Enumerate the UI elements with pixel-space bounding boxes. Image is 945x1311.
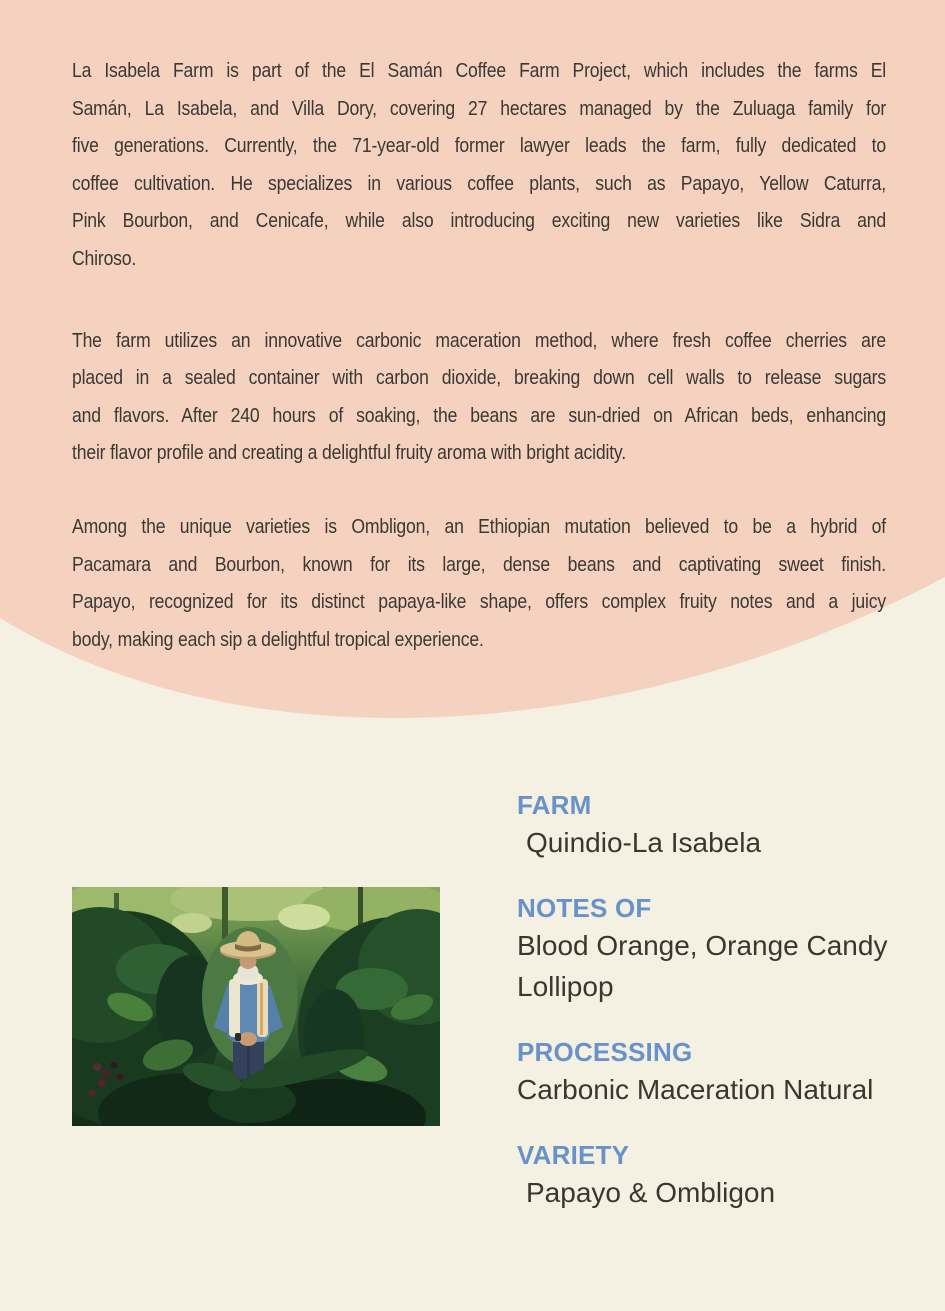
story-paragraph-history	[72, 53, 886, 279]
story-paragraph-process	[72, 323, 886, 473]
info-item-farm	[517, 788, 909, 863]
story-line: Among the unique varieties is Ombligon, an Ethiopian mutation believed to be a hybrid of	[72, 515, 886, 538]
info-item-variety	[517, 1138, 909, 1213]
story-line: Samán, La Isabela, and Villa Dory, covering 27 hectares managed by the Zuluaga family for	[72, 97, 886, 120]
story-line: The farm utilizes an innovative carbonic maceration method, where fresh coffee cherries are	[72, 329, 886, 352]
farm-story	[72, 53, 886, 659]
info-value-farm: Quindio-La Isabela	[526, 827, 762, 858]
info-label-variety: VARIETY	[517, 1140, 630, 1170]
story-paragraph-varieties	[72, 509, 886, 659]
story-line: Papayo, recognized for its distinct papaya-like shape, offers complex fruity notes and a juicy	[72, 591, 886, 614]
info-label-processing: PROCESSING	[517, 1037, 693, 1067]
story-line: Pacamara and Bourbon, known for its large, dense beans and captivating sweet finish.	[72, 553, 886, 576]
info-item-processing	[517, 1035, 909, 1110]
story-line: coffee cultivation. He specializes in various coffee plants, such as Papayo, Yellow Caturra,	[72, 172, 886, 195]
farmer-photo	[72, 887, 440, 1126]
info-item-notes	[517, 891, 909, 1007]
info-value-notes: Blood Orange, Orange Candy Lollipop	[517, 930, 888, 1002]
info-value-variety: Papayo & Ombligon	[526, 1177, 776, 1208]
farmer-photo-illustration	[72, 887, 440, 1126]
info-label-farm: FARM	[517, 790, 592, 820]
info-value-processing: Carbonic Maceration Natural	[517, 1074, 874, 1105]
info-label-notes: NOTES OF	[517, 893, 652, 923]
story-line: Chiroso.	[72, 247, 137, 270]
story-line: their flavor profile and creating a delightful fruity aroma with bright acidity.	[72, 442, 626, 465]
coffee-details	[517, 788, 909, 1241]
story-line: five generations. Currently, the 71-year-old former lawyer leads the farm, fully dedicated to	[72, 135, 886, 158]
story-line: La Isabela Farm is part of the El Samán Coffee Farm Project, which includes the farms El	[72, 60, 886, 82]
story-line: placed in a sealed container with carbon dioxide, breaking down cell walls to release sugars	[72, 367, 886, 390]
story-line: body, making each sip a delightful tropical experience.	[72, 628, 484, 651]
story-line: and flavors. After 240 hours of soaking, the beans are sun-dried on African beds, enhancing	[72, 404, 886, 427]
story-line: Pink Bourbon, and Cenicafe, while also introducing exciting new varieties like Sidra and	[72, 210, 886, 233]
